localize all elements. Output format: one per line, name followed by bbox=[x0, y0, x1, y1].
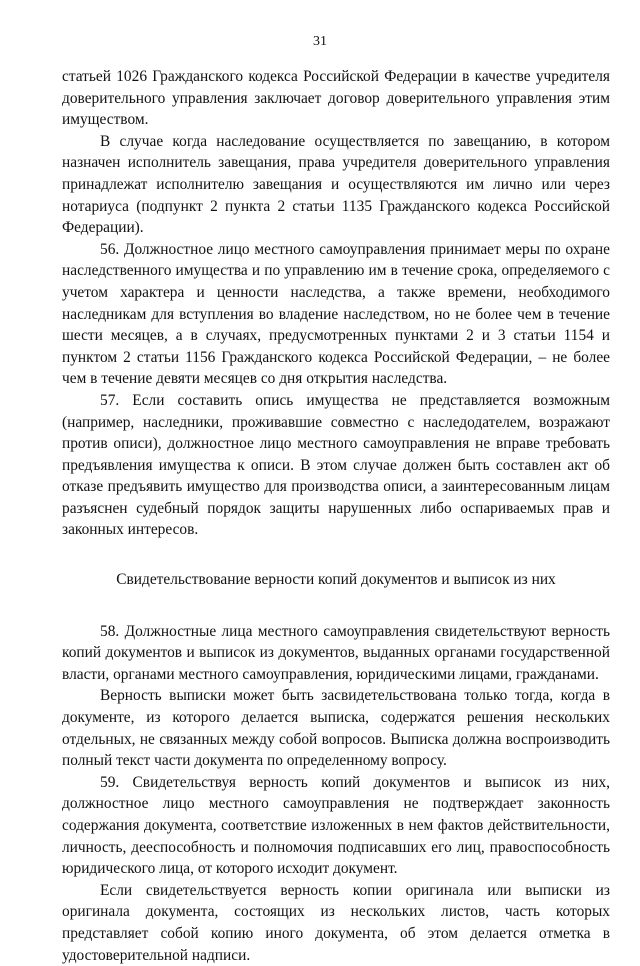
paragraph-extract-validity: Верность выписки может быть засвидетельствована только тогда, когда в документе, из которого делается выписка, содержатся решения нескольких отдельных, не связанных между собой вопросов. Выписка должна воспроизводить полный текст части документа по определенному вопросу. bbox=[62, 687, 610, 770]
paragraph-57: 57. Если составить опись имущества не представляется возможным (например, наследники, проживавшие совместно с наследодателем, возражают против описи), должностное лицо местного самоуправления не вправе требовать предъявления имущества к описи. В этом случае должен быть составлен акт об отказе предъявить имущество для производства описи, а заинтересованным лицам разъяснен судебный порядок защиты нарушенных либо оспариваемых прав и законных интересов. bbox=[62, 391, 610, 539]
paragraph-continuation: статьей 1026 Гражданского кодекса Российской Федерации в качестве учредителя доверительного управления заключает договор доверительного управления этим имуществом. bbox=[62, 68, 610, 129]
page-number: 31 bbox=[313, 34, 327, 49]
paragraph-executor-of-will: В случае когда наследование осуществляется по завещанию, в котором назначен исполнитель завещания, права учредителя доверительного управления принадлежат исполнителю завещания и осуществляются им лично или через нотариуса (подпункт 2 пункта 2 статьи 1135 Гражданского кодекса Российской Федерации). bbox=[62, 132, 610, 237]
document-body bbox=[62, 66, 610, 966]
paragraph-58: 58. Должностные лица местного самоуправления свидетельствуют верность копий документов и выписок из документов, выданных органами государственной власти, органами местного самоуправления, юридическими лицами, гражданами. bbox=[62, 622, 610, 683]
paragraph-multi-sheet: Если свидетельствуется верность копии оригинала или выписки из оригинала документа, состоящих из нескольких листов, часть которых представляет собой копию иного документа, об этом делается отметка в удостоверительной надписи. bbox=[62, 881, 610, 964]
section-heading: Свидетельствование верности копий документов и выписок из них bbox=[116, 571, 556, 589]
paragraph-59: 59. Свидетельствуя верность копий документов и выписок из них, должностное лицо местного самоуправления не подтверждает законность содержания документа, соответствие изложенных в нем фактов действительности, личность, дееспособность и полномочия подписавших его лиц, правоспособность юридического лица, от которого исходит документ. bbox=[62, 773, 610, 878]
paragraph-56: 56. Должностное лицо местного самоуправления принимает меры по охране наследственного имущества и по управлению им в течение срока, определяемого с учетом характера и ценности наследства, а также времени, необходимого наследникам для вступления во владение наследством, но не более чем в течение шести месяцев, а в случаях, предусмотренных пунктами 2 и 3 статьи 1154 и пунктом 2 статьи 1156 Гражданского кодекса Российской Федерации, – не более чем в течение девяти месяцев со дня открытия наследства. bbox=[62, 240, 610, 388]
